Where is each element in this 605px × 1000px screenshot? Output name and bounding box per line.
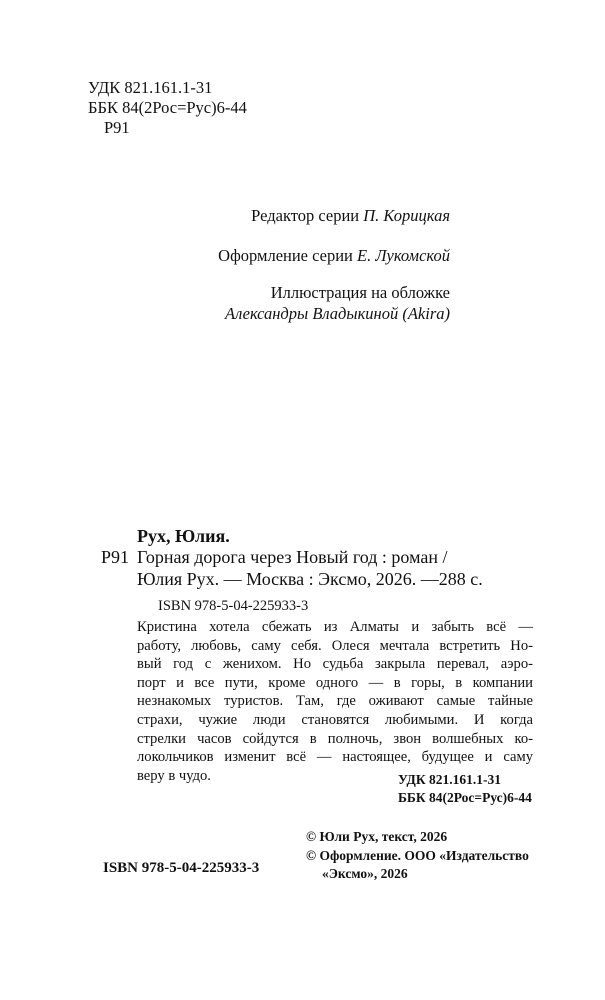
biblio-title-line: Горная дорога через Новый год : роман / bbox=[137, 547, 448, 567]
annotation-line: Кристина хотела сбежать из Алматы и забыть всё — bbox=[137, 619, 533, 635]
annotation-line: локольчиков изменит всё — настоящее, будущее и саму bbox=[137, 749, 533, 766]
annotation-line: стрелки часов сойдутся в полночь, звон волшебных ко- bbox=[137, 730, 533, 747]
udk-code-bold: УДК 821.161.1-31 bbox=[398, 772, 501, 787]
series-editor-name: П. Корицкая bbox=[363, 206, 450, 225]
annotation-line: незнакомых туристов. Там, где оживают самые тайные bbox=[137, 693, 533, 710]
annotation-line: работу, любовь, саму себя. Олеся мечтала встретить Но- bbox=[137, 637, 533, 654]
annotation-line: веру в чудо. bbox=[137, 767, 211, 784]
copyright-block bbox=[306, 828, 529, 884]
annotation-line: порт и все пути, кроме одного — в горы, в компании bbox=[137, 674, 533, 691]
series-editor-label: Редактор серии bbox=[251, 206, 364, 225]
isbn-bold: ISBN 978-5-04-225933-3 bbox=[103, 860, 260, 876]
biblio-isbn: ISBN 978-5-04-225933-3 bbox=[158, 598, 309, 614]
series-editor-credit bbox=[251, 205, 450, 226]
cover-illustration-name: Александры Владыкиной (Akira) bbox=[225, 304, 450, 323]
annotation-line: страхи, чужие люди становятся любимыми. И когда bbox=[137, 711, 533, 728]
cover-illustration-credit bbox=[225, 282, 450, 324]
copyright-text-line: © Юли Рух, текст, 2026 bbox=[306, 829, 448, 844]
series-design-label: Оформление серии bbox=[218, 246, 358, 265]
bbk-code: ББК 84(2Рос=Рус)6-44 bbox=[88, 98, 247, 117]
udk-code: УДК 821.161.1-31 bbox=[88, 78, 213, 97]
annotation-paragraph bbox=[137, 618, 533, 785]
copyright-design-line: © Оформление. ООО «Издательство bbox=[306, 847, 529, 863]
series-design-name: Е. Лукомской bbox=[357, 246, 450, 265]
classification-codes-bold bbox=[398, 771, 532, 807]
cover-illustration-label: Иллюстрация на обложке bbox=[270, 283, 450, 302]
copyright-publisher-line: «Эксмо», 2026 bbox=[322, 866, 408, 881]
classification-codes bbox=[88, 78, 247, 138]
biblio-publication-line: Юлия Рух. — Москва : Эксмо, 2026. —288 с. bbox=[137, 569, 483, 589]
series-design-credit bbox=[218, 245, 450, 266]
bbk-code-bold: ББК 84(2Рос=Рус)6-44 bbox=[398, 790, 532, 805]
biblio-author-sign: Р91 bbox=[101, 547, 130, 567]
author-heading: Рух, Юлия. bbox=[137, 526, 230, 546]
annotation-line: вый год с женихом. Но судьба закрыла перевал, аэро- bbox=[137, 656, 533, 673]
author-sign: Р91 bbox=[104, 118, 130, 137]
